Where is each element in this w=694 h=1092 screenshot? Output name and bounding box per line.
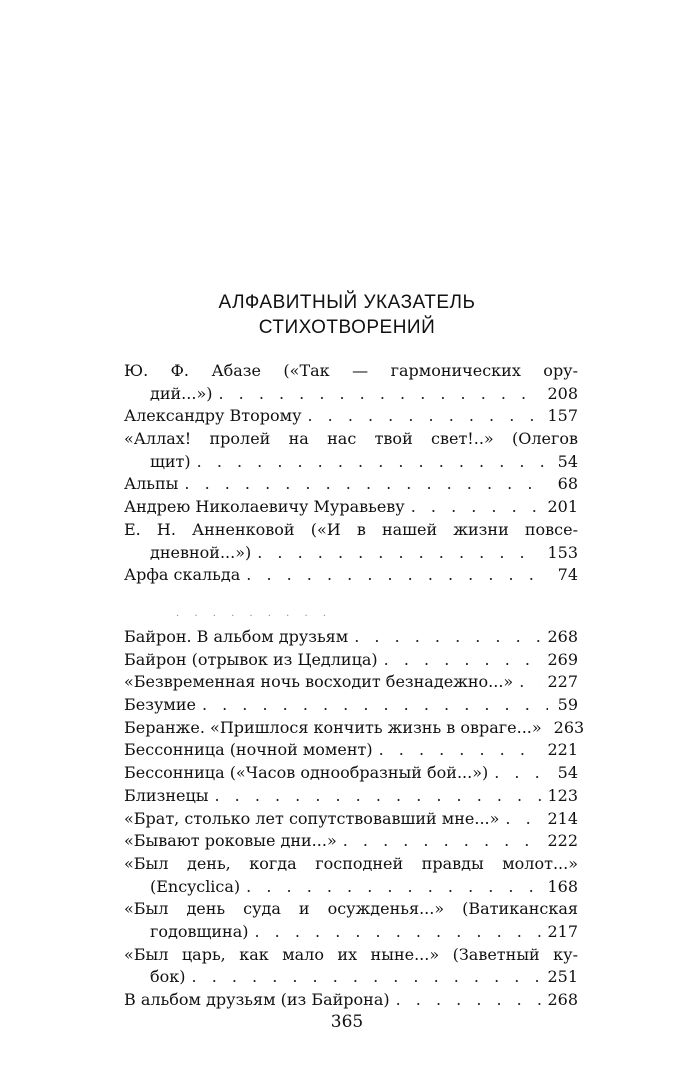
dot-leader bbox=[373, 739, 542, 762]
entry-page-number: 214 bbox=[547, 808, 578, 828]
entry-title: дий...») bbox=[150, 383, 213, 403]
dot-leader bbox=[378, 649, 542, 672]
index-entry bbox=[124, 853, 578, 898]
dot-leader bbox=[513, 671, 541, 694]
entry-title: Близнецы bbox=[124, 785, 209, 805]
heading-line-1: АЛФАВИТНЫЙ УКАЗАТЕЛЬ bbox=[218, 292, 476, 313]
entry-line bbox=[124, 830, 578, 853]
dot-leader bbox=[405, 496, 542, 519]
entry-title: Андрею Николаевичу Муравьеву bbox=[124, 497, 405, 517]
index-entry bbox=[124, 808, 578, 831]
entry-page-number: 269 bbox=[547, 649, 578, 669]
entry-line bbox=[124, 360, 578, 383]
entry-line bbox=[124, 921, 578, 944]
entry-title: годовщина) bbox=[150, 921, 249, 941]
entry-page-number: 208 bbox=[547, 383, 578, 403]
entry-line bbox=[124, 966, 578, 989]
dot-leader bbox=[249, 921, 542, 944]
dot-leader bbox=[240, 564, 548, 587]
entry-page-number: 222 bbox=[547, 831, 578, 851]
entry-line bbox=[124, 671, 578, 694]
dot-leader bbox=[240, 876, 541, 899]
index-entry bbox=[124, 739, 578, 762]
index-entry bbox=[124, 519, 578, 564]
entry-page-number: 68 bbox=[557, 474, 578, 494]
index-entry bbox=[124, 694, 578, 717]
entry-page-number: 221 bbox=[547, 740, 578, 760]
entry-page-number: 251 bbox=[547, 967, 578, 987]
dot-leader bbox=[186, 966, 542, 989]
entry-page-number: 217 bbox=[547, 921, 578, 941]
entry-title: Бессонница (ночной момент) bbox=[124, 740, 373, 760]
entry-line bbox=[124, 785, 578, 808]
entry-title: «Был день суда и осужденья...» (Ватиканская bbox=[124, 899, 578, 919]
dot-leader bbox=[499, 808, 541, 831]
heading-line-2: СТИХОТВОРЕНИЙ bbox=[258, 317, 436, 338]
index-entry bbox=[124, 360, 578, 405]
entry-title: «Брат, столько лет сопутствовавший мне...» bbox=[124, 808, 500, 828]
entry-line bbox=[124, 451, 578, 474]
entry-line bbox=[124, 564, 578, 587]
entry-line bbox=[124, 519, 578, 542]
entry-page-number: 168 bbox=[547, 876, 578, 896]
entry-title: Александру Второму bbox=[124, 406, 302, 426]
index-entry bbox=[124, 428, 578, 473]
entry-line bbox=[124, 694, 578, 717]
entry-line bbox=[124, 739, 578, 762]
dot-leader bbox=[196, 694, 548, 717]
entry-line bbox=[124, 473, 578, 496]
index-entry bbox=[124, 989, 578, 1012]
index-entry bbox=[124, 649, 578, 672]
entry-title: Беранже. «Пришлося кончить жизнь в овраге...» bbox=[124, 717, 542, 737]
dot-leader bbox=[390, 989, 542, 1012]
entry-title: «Был день, когда господней правды молот...» bbox=[124, 853, 578, 873]
dot-leader bbox=[301, 405, 541, 428]
entry-title: Альпы bbox=[124, 474, 179, 494]
entry-page-number: 59 bbox=[557, 695, 578, 715]
page-number: 365 bbox=[330, 1012, 364, 1032]
entry-title: бок) bbox=[150, 967, 186, 987]
entry-line bbox=[124, 762, 578, 785]
index-entry bbox=[124, 564, 578, 587]
entry-line bbox=[124, 383, 578, 406]
entry-line bbox=[124, 944, 578, 967]
print-specks: . . . . . . . . . bbox=[176, 608, 333, 619]
entry-title: Е. Н. Анненковой («И в нашей жизни повсе- bbox=[124, 519, 578, 539]
entry-page-number: 74 bbox=[557, 565, 578, 585]
entry-line bbox=[124, 717, 585, 740]
index-entry bbox=[124, 405, 578, 428]
dot-leader bbox=[208, 785, 541, 808]
index-entry bbox=[124, 944, 578, 989]
dot-leader bbox=[191, 451, 548, 474]
entry-title: В альбом друзьям (из Байрона) bbox=[124, 990, 390, 1009]
index-entry bbox=[124, 830, 578, 853]
entry-title: Безумие bbox=[124, 695, 196, 715]
index-heading bbox=[0, 290, 694, 340]
index-list-b bbox=[124, 626, 585, 1012]
entry-title: Байрон. В альбом друзьям bbox=[124, 627, 349, 646]
entry-line bbox=[124, 496, 578, 519]
dot-leader bbox=[348, 626, 541, 649]
entry-page-number: 268 bbox=[547, 627, 578, 646]
index-entry bbox=[124, 898, 578, 943]
entry-page-number: 123 bbox=[547, 785, 578, 805]
entry-page-number: 268 bbox=[547, 990, 578, 1009]
entry-page-number: 263 bbox=[553, 717, 585, 737]
index-entry bbox=[124, 496, 578, 519]
entry-title: «Был царь, как мало их ныне...» (Заветный ку- bbox=[124, 944, 578, 964]
entry-page-number: 227 bbox=[547, 672, 578, 692]
entry-page-number: 54 bbox=[557, 763, 578, 783]
entry-line bbox=[124, 542, 578, 565]
entry-line bbox=[124, 898, 578, 921]
entry-title: Байрон (отрывок из Цедлица) bbox=[124, 649, 378, 669]
index-entry bbox=[124, 785, 578, 808]
index-entry bbox=[124, 626, 578, 649]
entry-line bbox=[124, 649, 578, 672]
index-entry bbox=[124, 717, 585, 740]
entry-line bbox=[124, 405, 578, 428]
entry-page-number: 153 bbox=[547, 542, 578, 562]
index-entry bbox=[124, 762, 578, 785]
dot-leader bbox=[488, 762, 548, 785]
entry-line bbox=[124, 876, 578, 899]
entry-title: Ю. Ф. Абазе («Так — гармонических ору- bbox=[124, 361, 578, 380]
index-list-a bbox=[124, 360, 578, 587]
entry-title: Арфа скальда bbox=[124, 565, 241, 585]
dot-leader bbox=[337, 830, 542, 853]
index-entry bbox=[124, 671, 578, 694]
entry-title: дневной...») bbox=[150, 542, 252, 562]
dot-leader bbox=[212, 383, 541, 406]
entry-title: «Бывают роковые дни...» bbox=[124, 831, 337, 851]
entry-title: Бессонница («Часов однообразный бой...») bbox=[124, 763, 489, 783]
entry-title: щит) bbox=[150, 451, 191, 471]
entry-title: «Аллах! пролей на нас твой свет!..» (Олегов bbox=[124, 429, 578, 449]
entry-title: «Безвременная ночь восходит безнадежно...» bbox=[124, 672, 514, 692]
dot-leader bbox=[251, 542, 541, 565]
dot-leader bbox=[178, 473, 548, 496]
entry-line bbox=[124, 989, 578, 1012]
entry-line bbox=[124, 626, 578, 649]
entry-line bbox=[124, 428, 578, 451]
index-entry bbox=[124, 473, 578, 496]
entry-line bbox=[124, 853, 578, 876]
entry-title: (Encyclica) bbox=[150, 876, 241, 896]
entry-page-number: 157 bbox=[547, 406, 578, 426]
entry-page-number: 54 bbox=[557, 451, 578, 471]
entry-line bbox=[124, 808, 578, 831]
entry-page-number: 201 bbox=[547, 497, 578, 517]
